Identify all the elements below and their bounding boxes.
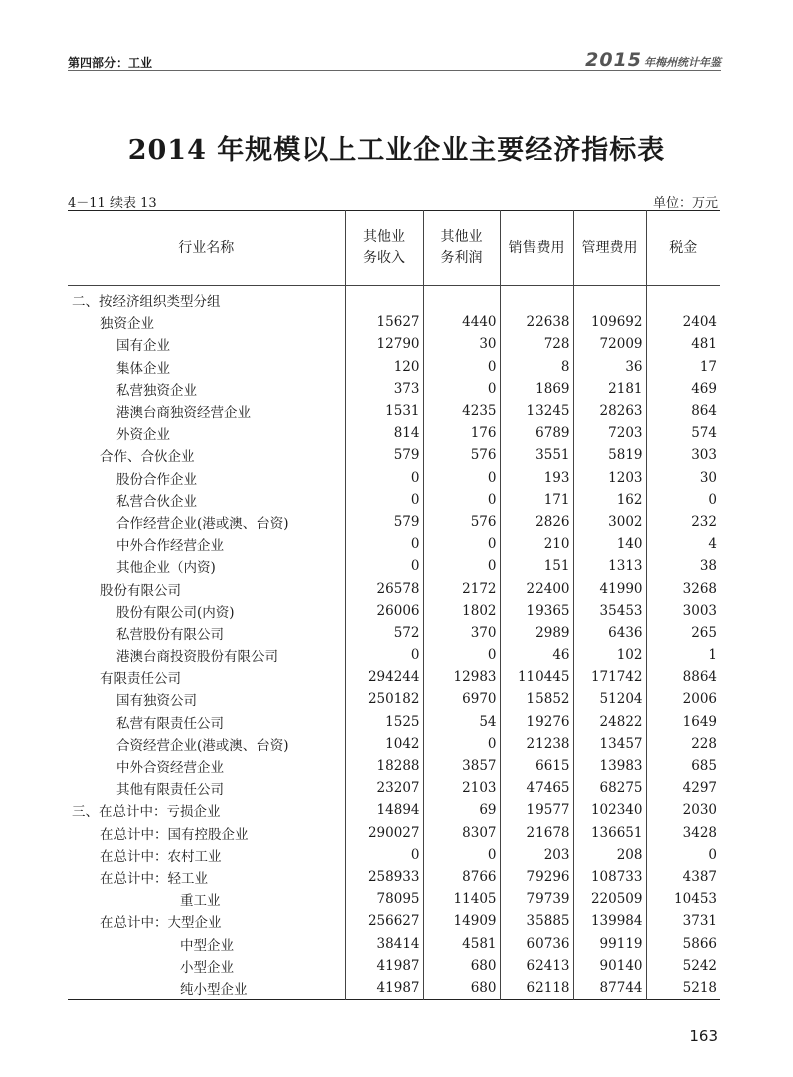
sales-expense-cell: 19276	[500, 711, 573, 733]
tax-cell: 265	[646, 622, 720, 644]
table-row	[68, 400, 720, 422]
col-header-other-revenue-line2: 务收入	[363, 250, 405, 266]
table-row	[68, 711, 720, 733]
admin-expense-cell: 7203	[573, 422, 646, 444]
table-row	[68, 777, 720, 799]
other-revenue-cell: 0	[345, 644, 423, 666]
table-row	[68, 799, 720, 821]
row-label: 其他企业（内资)	[116, 560, 216, 577]
other-profit-cell: 14909	[423, 910, 500, 932]
other-revenue-cell: 0	[345, 467, 423, 489]
tax-cell: 0	[646, 489, 720, 511]
table-row	[68, 286, 720, 312]
admin-expense-cell: 51204	[573, 688, 646, 710]
table-row	[68, 489, 720, 511]
other-profit-cell: 0	[423, 378, 500, 400]
other-profit-cell: 370	[423, 622, 500, 644]
other-revenue-cell: 814	[345, 422, 423, 444]
other-profit-cell: 4235	[423, 400, 500, 422]
other-revenue-cell: 572	[345, 622, 423, 644]
table-row	[68, 511, 720, 533]
sales-expense-cell: 19577	[500, 799, 573, 821]
sales-expense-cell: 13245	[500, 400, 573, 422]
table-row	[68, 422, 720, 444]
tax-cell: 685	[646, 755, 720, 777]
sales-expense-cell: 6789	[500, 422, 573, 444]
book-name: 年梅州统计年鉴	[644, 56, 721, 69]
admin-expense-cell: 140	[573, 533, 646, 555]
table-row	[68, 755, 720, 777]
page-title: 2014 年规模以上工业企业主要经济指标表	[127, 135, 666, 166]
tax-cell: 3268	[646, 577, 720, 599]
other-profit-cell: 0	[423, 844, 500, 866]
other-revenue-cell: 41987	[345, 977, 423, 1000]
row-label: 中外合作经营企业	[116, 538, 224, 555]
table-row	[68, 333, 720, 355]
table-code: 4－11 续表 13	[68, 196, 157, 211]
other-revenue-cell: 26006	[345, 600, 423, 622]
admin-expense-cell: 13983	[573, 755, 646, 777]
sales-expense-cell: 19365	[500, 600, 573, 622]
table-row	[68, 577, 720, 599]
other-profit-cell	[423, 286, 500, 312]
col-header-admin-expense: 管理费用	[573, 211, 646, 286]
other-profit-cell: 2172	[423, 577, 500, 599]
admin-expense-cell: 90140	[573, 955, 646, 977]
other-revenue-cell: 1525	[345, 711, 423, 733]
other-revenue-cell: 250182	[345, 688, 423, 710]
sales-expense-cell: 35885	[500, 910, 573, 932]
other-profit-cell: 1802	[423, 600, 500, 622]
other-revenue-cell: 78095	[345, 888, 423, 910]
admin-expense-cell: 13457	[573, 733, 646, 755]
tax-cell: 2006	[646, 688, 720, 710]
tax-cell: 864	[646, 400, 720, 422]
row-label: 三、在总计中：亏损企业	[72, 804, 221, 821]
other-revenue-cell: 294244	[345, 666, 423, 688]
admin-expense-cell: 28263	[573, 400, 646, 422]
tax-cell: 481	[646, 333, 720, 355]
other-profit-cell: 680	[423, 977, 500, 1000]
admin-expense-cell: 99119	[573, 932, 646, 954]
other-revenue-cell: 12790	[345, 333, 423, 355]
table-row	[68, 733, 720, 755]
tax-cell: 2030	[646, 799, 720, 821]
table-row	[68, 866, 720, 888]
other-profit-cell: 4581	[423, 932, 500, 954]
table-row	[68, 822, 720, 844]
sales-expense-cell: 62413	[500, 955, 573, 977]
sales-expense-cell: 210	[500, 533, 573, 555]
other-profit-cell: 2103	[423, 777, 500, 799]
tax-cell: 17	[646, 356, 720, 378]
sales-expense-cell: 22400	[500, 577, 573, 599]
row-label: 私营合伙企业	[116, 493, 197, 510]
tax-cell: 574	[646, 422, 720, 444]
admin-expense-cell: 24822	[573, 711, 646, 733]
row-label: 在总计中：大型企业	[100, 915, 222, 932]
other-profit-cell: 4440	[423, 311, 500, 333]
row-label: 外资企业	[116, 427, 170, 444]
tax-cell	[646, 286, 720, 312]
tax-cell: 10453	[646, 888, 720, 910]
admin-expense-cell: 2181	[573, 378, 646, 400]
section-label: 第四部分：工业	[68, 56, 153, 70]
table-row	[68, 533, 720, 555]
table-row	[68, 844, 720, 866]
other-profit-cell: 3857	[423, 755, 500, 777]
other-revenue-cell: 0	[345, 844, 423, 866]
tax-cell: 4387	[646, 866, 720, 888]
row-label: 独资企业	[100, 316, 154, 333]
tax-cell: 469	[646, 378, 720, 400]
sales-expense-cell: 203	[500, 844, 573, 866]
other-revenue-cell: 14894	[345, 799, 423, 821]
row-label: 在总计中：国有控股企业	[100, 826, 249, 843]
row-label: 合作、合伙企业	[100, 449, 195, 466]
other-revenue-cell: 38414	[345, 932, 423, 954]
sales-expense-cell: 15852	[500, 688, 573, 710]
table-row	[68, 555, 720, 577]
row-label: 中型企业	[180, 937, 234, 954]
table-row	[68, 356, 720, 378]
row-label: 私营股份有限公司	[116, 626, 224, 643]
admin-expense-cell: 72009	[573, 333, 646, 355]
other-revenue-cell: 1042	[345, 733, 423, 755]
tax-cell: 5218	[646, 977, 720, 1000]
tax-cell: 3428	[646, 822, 720, 844]
sales-expense-cell: 151	[500, 555, 573, 577]
book-year: 2015	[585, 49, 642, 71]
table-row	[68, 600, 720, 622]
col-header-other-profit-line1: 其他业	[440, 229, 483, 245]
row-label: 私营有限责任公司	[116, 715, 224, 732]
admin-expense-cell: 3002	[573, 511, 646, 533]
other-profit-cell: 0	[423, 467, 500, 489]
table-row	[68, 688, 720, 710]
sales-expense-cell: 3551	[500, 444, 573, 466]
col-header-other-profit	[423, 211, 500, 286]
table-row	[68, 467, 720, 489]
other-profit-cell: 0	[423, 644, 500, 666]
admin-expense-cell: 87744	[573, 977, 646, 1000]
header-divider	[68, 70, 721, 71]
tax-cell: 4297	[646, 777, 720, 799]
row-label: 港澳台商投资股份有限公司	[116, 649, 278, 666]
col-header-sales-expense: 销售费用	[500, 211, 573, 286]
other-profit-cell: 680	[423, 955, 500, 977]
admin-expense-cell: 35453	[573, 600, 646, 622]
other-profit-cell: 8766	[423, 866, 500, 888]
row-label: 国有独资公司	[116, 693, 197, 710]
sales-expense-cell: 2989	[500, 622, 573, 644]
other-profit-cell: 576	[423, 511, 500, 533]
row-label: 国有企业	[116, 338, 170, 355]
col-header-other-profit-line2: 务利润	[440, 250, 483, 266]
sales-expense-cell: 62118	[500, 977, 573, 1000]
tax-cell: 3003	[646, 600, 720, 622]
other-revenue-cell: 579	[345, 511, 423, 533]
other-profit-cell: 0	[423, 533, 500, 555]
other-revenue-cell: 1531	[345, 400, 423, 422]
tax-cell: 30	[646, 467, 720, 489]
other-revenue-cell: 15627	[345, 311, 423, 333]
sales-expense-cell: 21678	[500, 822, 573, 844]
other-revenue-cell: 0	[345, 489, 423, 511]
admin-expense-cell: 220509	[573, 888, 646, 910]
tax-cell: 1649	[646, 711, 720, 733]
sales-expense-cell: 193	[500, 467, 573, 489]
other-revenue-cell: 0	[345, 533, 423, 555]
other-profit-cell: 8307	[423, 822, 500, 844]
row-label: 在总计中：轻工业	[100, 870, 208, 887]
admin-expense-cell: 171742	[573, 666, 646, 688]
data-table	[68, 210, 720, 1000]
sales-expense-cell: 21238	[500, 733, 573, 755]
sales-expense-cell: 171	[500, 489, 573, 511]
sales-expense-cell: 79739	[500, 888, 573, 910]
unit-label: 单位：万元	[652, 196, 718, 211]
sales-expense-cell: 8	[500, 356, 573, 378]
admin-expense-cell: 139984	[573, 910, 646, 932]
tax-cell: 3731	[646, 910, 720, 932]
tax-cell: 303	[646, 444, 720, 466]
other-profit-cell: 69	[423, 799, 500, 821]
admin-expense-cell: 102340	[573, 799, 646, 821]
other-revenue-cell: 23207	[345, 777, 423, 799]
table-row	[68, 622, 720, 644]
other-profit-cell: 576	[423, 444, 500, 466]
other-profit-cell: 0	[423, 555, 500, 577]
table-row	[68, 888, 720, 910]
other-revenue-cell: 579	[345, 444, 423, 466]
admin-expense-cell: 1313	[573, 555, 646, 577]
admin-expense-cell	[573, 286, 646, 312]
other-revenue-cell: 258933	[345, 866, 423, 888]
other-profit-cell: 0	[423, 356, 500, 378]
col-header-tax: 税金	[646, 211, 720, 286]
table-row	[68, 932, 720, 954]
row-label: 港澳台商独资经营企业	[116, 405, 251, 422]
row-label: 中外合资经营企业	[116, 760, 224, 777]
other-profit-cell: 176	[423, 422, 500, 444]
table-row	[68, 666, 720, 688]
sales-expense-cell: 79296	[500, 866, 573, 888]
tax-cell: 5866	[646, 932, 720, 954]
other-profit-cell: 30	[423, 333, 500, 355]
other-revenue-cell: 0	[345, 555, 423, 577]
col-header-other-revenue	[345, 211, 423, 286]
row-label: 在总计中：农村工业	[100, 848, 222, 865]
sales-expense-cell: 6615	[500, 755, 573, 777]
row-label: 合作经营企业(港或澳、台资)	[116, 515, 289, 532]
table-row	[68, 311, 720, 333]
other-revenue-cell: 256627	[345, 910, 423, 932]
other-profit-cell: 6970	[423, 688, 500, 710]
admin-expense-cell: 5819	[573, 444, 646, 466]
admin-expense-cell: 41990	[573, 577, 646, 599]
other-revenue-cell	[345, 286, 423, 312]
table-row	[68, 444, 720, 466]
table-row	[68, 910, 720, 932]
row-label: 股份合作企业	[116, 471, 197, 488]
admin-expense-cell: 108733	[573, 866, 646, 888]
row-label: 集体企业	[116, 360, 170, 377]
table-row	[68, 644, 720, 666]
other-profit-cell: 12983	[423, 666, 500, 688]
admin-expense-cell: 36	[573, 356, 646, 378]
admin-expense-cell: 68275	[573, 777, 646, 799]
other-revenue-cell: 41987	[345, 955, 423, 977]
row-label: 小型企业	[180, 959, 234, 976]
other-profit-cell: 0	[423, 733, 500, 755]
row-label: 股份有限公司	[100, 582, 181, 599]
other-revenue-cell: 18288	[345, 755, 423, 777]
other-revenue-cell: 290027	[345, 822, 423, 844]
tax-cell: 8864	[646, 666, 720, 688]
sales-expense-cell: 60736	[500, 932, 573, 954]
other-profit-cell: 11405	[423, 888, 500, 910]
admin-expense-cell: 208	[573, 844, 646, 866]
tax-cell: 228	[646, 733, 720, 755]
tax-cell: 5242	[646, 955, 720, 977]
other-profit-cell: 0	[423, 489, 500, 511]
tax-cell: 1	[646, 644, 720, 666]
row-label: 纯小型企业	[180, 981, 248, 998]
sales-expense-cell: 47465	[500, 777, 573, 799]
tax-cell: 38	[646, 555, 720, 577]
row-label: 私营独资企业	[116, 382, 197, 399]
admin-expense-cell: 162	[573, 489, 646, 511]
table-body	[68, 286, 720, 1000]
other-revenue-cell: 373	[345, 378, 423, 400]
tax-cell: 4	[646, 533, 720, 555]
tax-cell: 2404	[646, 311, 720, 333]
admin-expense-cell: 102	[573, 644, 646, 666]
col-header-name: 行业名称	[68, 211, 345, 286]
col-header-other-revenue-line1: 其他业	[363, 229, 405, 245]
admin-expense-cell: 109692	[573, 311, 646, 333]
tax-cell: 232	[646, 511, 720, 533]
other-profit-cell: 54	[423, 711, 500, 733]
admin-expense-cell: 6436	[573, 622, 646, 644]
table-header-row	[68, 211, 720, 286]
row-label: 有限责任公司	[100, 671, 181, 688]
sales-expense-cell: 46	[500, 644, 573, 666]
page-number: 163	[689, 1027, 718, 1045]
sales-expense-cell	[500, 286, 573, 312]
table-row	[68, 378, 720, 400]
book-title	[585, 49, 721, 71]
sales-expense-cell: 2826	[500, 511, 573, 533]
row-label: 重工业	[180, 893, 221, 910]
table-row	[68, 955, 720, 977]
other-revenue-cell: 120	[345, 356, 423, 378]
row-label: 股份有限公司(内资)	[116, 604, 235, 621]
sales-expense-cell: 728	[500, 333, 573, 355]
admin-expense-cell: 1203	[573, 467, 646, 489]
row-label: 合资经营企业(港或澳、台资)	[116, 737, 289, 754]
admin-expense-cell: 136651	[573, 822, 646, 844]
sales-expense-cell: 22638	[500, 311, 573, 333]
sales-expense-cell: 1869	[500, 378, 573, 400]
tax-cell: 0	[646, 844, 720, 866]
row-label: 二、按经济组织类型分组	[72, 294, 221, 311]
sales-expense-cell: 110445	[500, 666, 573, 688]
table-row	[68, 977, 720, 1000]
row-label: 其他有限责任公司	[116, 782, 224, 799]
other-revenue-cell: 26578	[345, 577, 423, 599]
